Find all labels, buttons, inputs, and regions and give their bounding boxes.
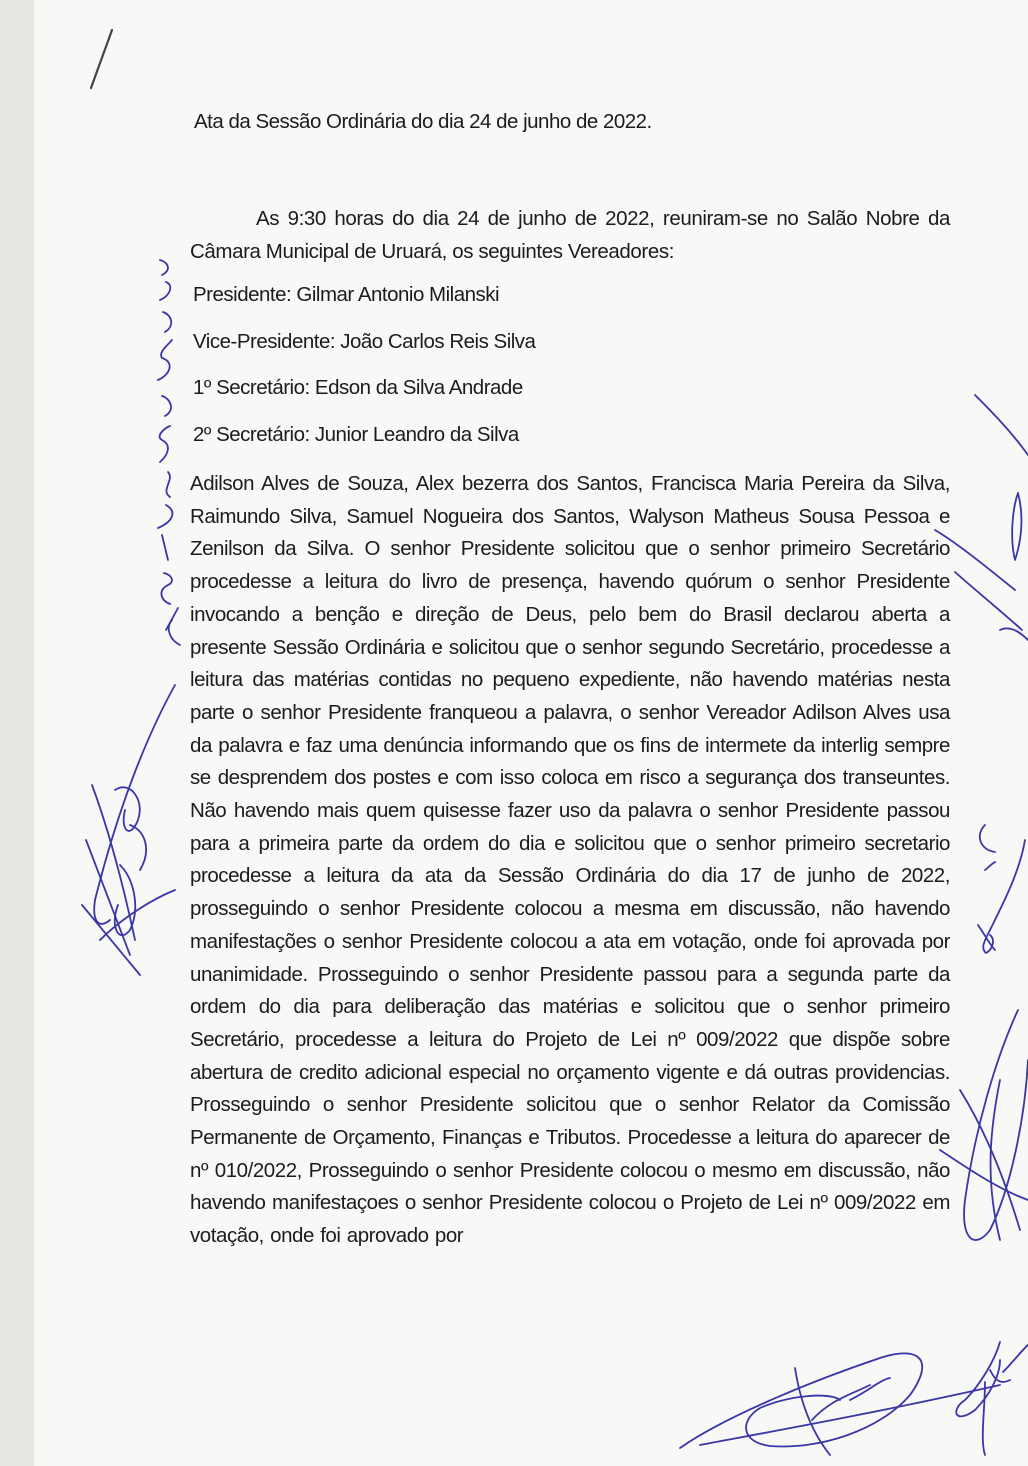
- document-title: Ata da Sessão Ordinária do dia 24 de junho de 2022.: [194, 110, 652, 133]
- officer-second-secretary: 2º Secretário: Junior Leandro da Silva: [193, 423, 519, 446]
- officer-president: Presidente: Gilmar Antonio Milanski: [193, 283, 500, 306]
- scan-edge-strip: [0, 0, 34, 1466]
- officer-vice-president: Vice-Presidente: João Carlos Reis Silva: [193, 330, 536, 353]
- intro-paragraph: As 9:30 horas do dia 24 de junho de 2022, reuniram-se no Salão Nobre da Câmara Municipal de Uruará, os seguintes Vereadores:: [190, 207, 950, 263]
- minutes-body: Adilson Alves de Souza, Alex bezerra dos Santos, Francisca Maria Pereira da Silva, Raimundo Silva, Samuel Nogueira dos Santos, Walyson Matheus Sousa Pessoa e Zenilson da Silva. O senhor Presidente solicitou que o senhor primeiro Secretário procedesse a leitura do livro de presença, havendo quórum o senhor Presidente invocando a benção e direção de Deus, pelo bem do Brasil declarou aberta a presente Sessão Ordinária e solicitou que o senhor segundo Secretário, procedesse a leitura das matérias contidas no pequeno expediente, não havendo matérias nesta parte o senhor Presidente franqueou a palavra, o senhor Vereador Adilson Alves usa da palavra e faz uma denúncia informando que os fins de intermete da interlig sempre se desprendem dos postes e com isso coloca em risco a segurança dos transeuntes. Não havendo mais quem quisesse fazer uso da palavra o senhor Presidente passou para a primeira parte da ordem do dia e solicitou que o senhor primeiro secretario procedesse a leitura da ata da Sessão Ordinária do dia 17 de junho de 2022, prosseguindo o senhor Presidente colocou a mesma em discussão, não havendo manifestações o senhor Presidente colocou a ata em votação, onde foi aprovada por unanimidade. Prosseguindo o senhor Presidente passou para a segunda parte da ordem do dia para deliberação das matérias e solicitou que o senhor primeiro Secretário, procedesse a leitura do Projeto de Lei nº 009/2022 que dispõe sobre abertura de credito adicional especial no orçamento vigente e dá outras providencias. Prosseguindo o senhor Presidente solicitou que o senhor Relator da Comissão Permanente de Orçamento, Finanças e Tributos. Procedesse a leitura do aparecer de nº 010/2022, Prosseguindo o senhor Presidente colocou o mesmo em discussão, não havendo manifestaçoes o senhor Presidente colocou o Projeto de Lei nº 009/2022 em votação, onde foi aprovado por: [190, 472, 950, 1248]
- officer-first-secretary: 1º Secretário: Edson da Silva Andrade: [193, 376, 523, 399]
